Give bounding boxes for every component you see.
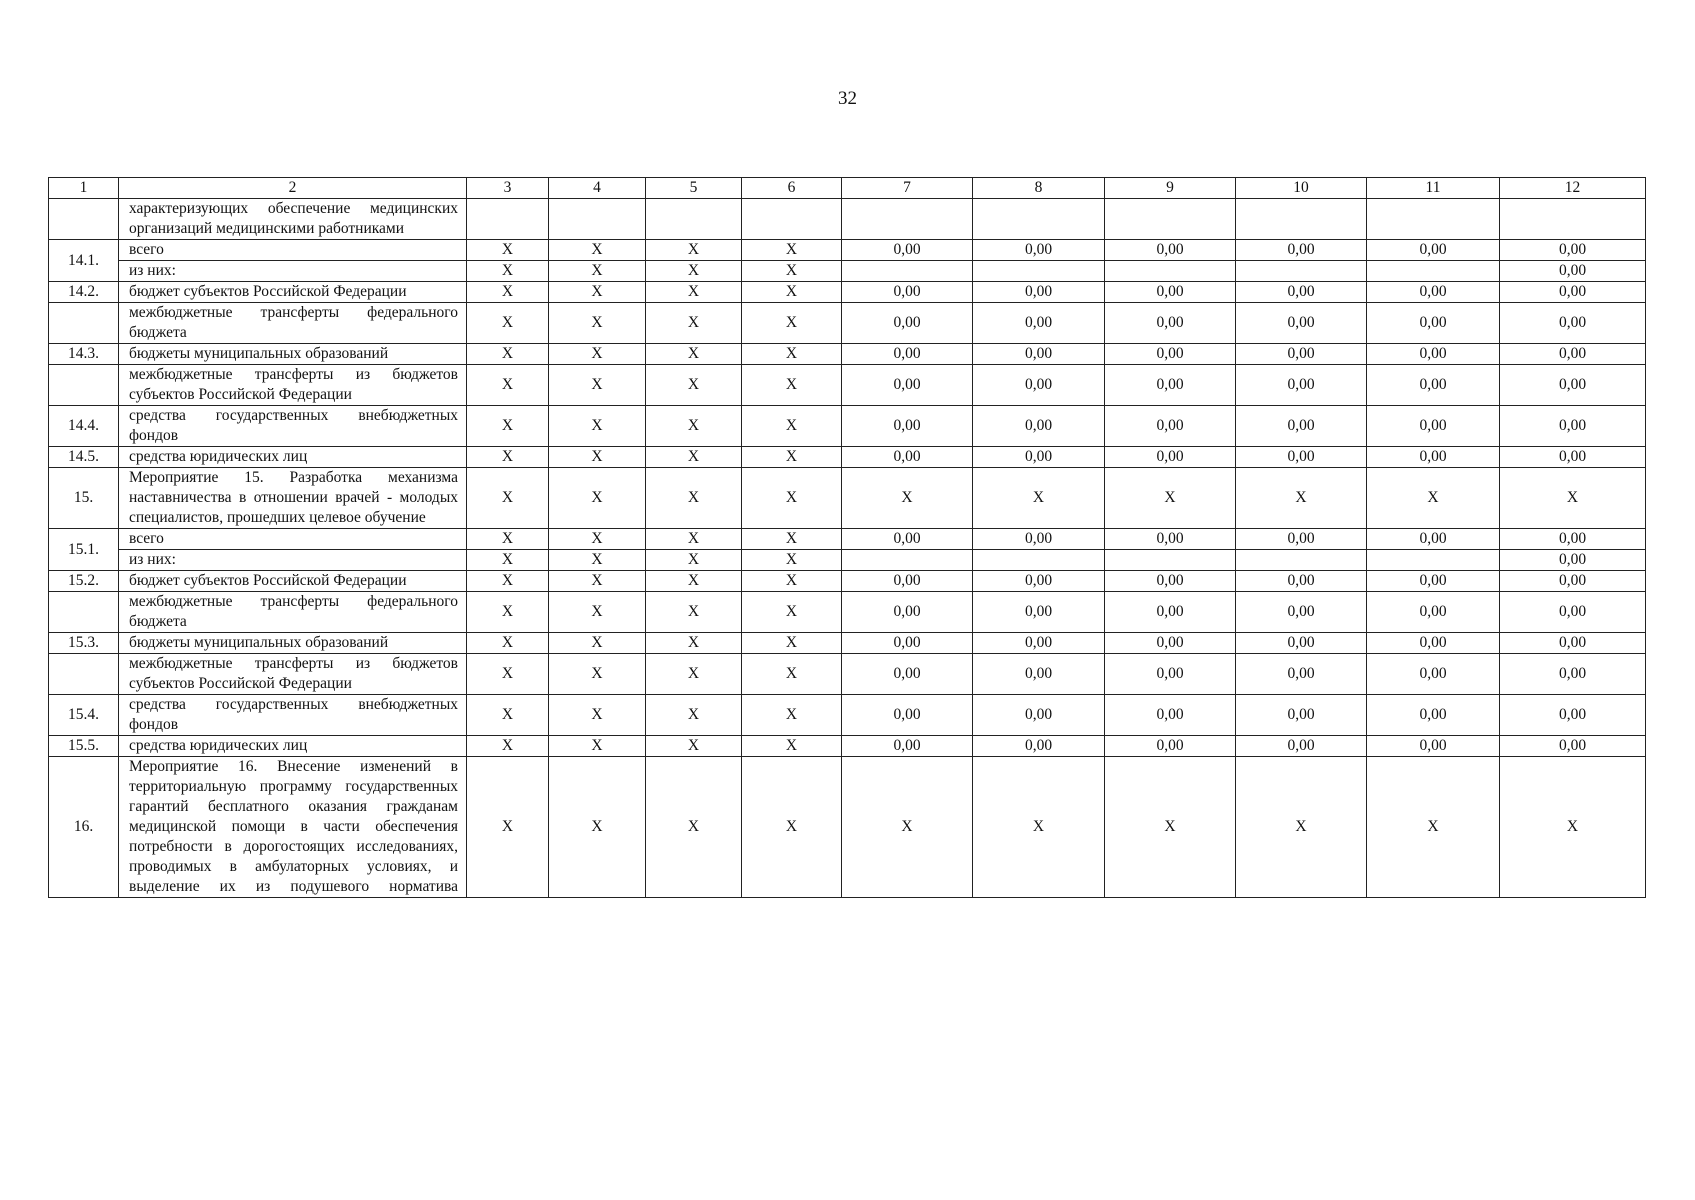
value-cell-col-3: X (467, 592, 549, 633)
value-cell-col-11: 0,00 (1367, 406, 1500, 447)
value-cell-col-5: X (646, 344, 742, 365)
value-cell-col-10 (1236, 199, 1367, 240)
row-label: бюджеты муниципальных образований (119, 633, 467, 654)
value-cell-col-10: 0,00 (1236, 592, 1367, 633)
value-cell-col-9: 0,00 (1105, 365, 1236, 406)
value-cell-col-12: X (1500, 468, 1646, 529)
value-cell-col-11: 0,00 (1367, 303, 1500, 344)
value-cell-col-8: 0,00 (973, 654, 1105, 695)
value-cell-col-10: X (1236, 757, 1367, 898)
table-row (49, 303, 1646, 344)
table-row (49, 468, 1646, 529)
value-cell-col-11: X (1367, 468, 1500, 529)
value-cell-col-8 (973, 199, 1105, 240)
value-cell-col-9: 0,00 (1105, 633, 1236, 654)
column-header-4: 4 (549, 178, 646, 199)
row-number (49, 303, 119, 344)
value-cell-col-10: 0,00 (1236, 633, 1367, 654)
row-label: средства юридических лиц (119, 447, 467, 468)
value-cell-col-11: X (1367, 757, 1500, 898)
value-cell-col-6: X (742, 447, 842, 468)
row-label: межбюджетные трансферты федерального бюджета (119, 592, 467, 633)
value-cell-col-12: 0,00 (1500, 240, 1646, 261)
row-label: из них: (119, 550, 467, 571)
table-row (49, 447, 1646, 468)
column-header-2: 2 (119, 178, 467, 199)
row-label: Мероприятие 16. Внесение изменений в территориальную программу государственных гарантий бесплатного оказания гражданам медицинской помощи в части обеспечения потребности в дорогостоящих исследованиях, проводимых в амбулаторных условиях, и выделение их из подушевого норматива (119, 757, 467, 898)
value-cell-col-6: X (742, 757, 842, 898)
value-cell-col-6: X (742, 736, 842, 757)
row-number: 15.5. (49, 736, 119, 757)
value-cell-col-8 (973, 550, 1105, 571)
value-cell-col-5: X (646, 240, 742, 261)
value-cell-col-5: X (646, 447, 742, 468)
value-cell-col-10: 0,00 (1236, 303, 1367, 344)
value-cell-col-7 (842, 199, 973, 240)
value-cell-col-9 (1105, 550, 1236, 571)
value-cell-col-4: X (549, 303, 646, 344)
row-number: 15.4. (49, 695, 119, 736)
column-header-7: 7 (842, 178, 973, 199)
value-cell-col-8: X (973, 468, 1105, 529)
value-cell-col-3: X (467, 406, 549, 447)
value-cell-col-8: 0,00 (973, 365, 1105, 406)
value-cell-col-12: 0,00 (1500, 261, 1646, 282)
value-cell-col-10 (1236, 261, 1367, 282)
value-cell-col-9: 0,00 (1105, 529, 1236, 550)
value-cell-col-5: X (646, 592, 742, 633)
table-row (49, 344, 1646, 365)
value-cell-col-6: X (742, 261, 842, 282)
value-cell-col-8: 0,00 (973, 303, 1105, 344)
value-cell-col-3 (467, 199, 549, 240)
value-cell-col-8: 0,00 (973, 592, 1105, 633)
value-cell-col-5: X (646, 654, 742, 695)
value-cell-col-5: X (646, 757, 742, 898)
value-cell-col-11: 0,00 (1367, 654, 1500, 695)
value-cell-col-7 (842, 550, 973, 571)
value-cell-col-9: X (1105, 468, 1236, 529)
value-cell-col-10: 0,00 (1236, 654, 1367, 695)
value-cell-col-4: X (549, 736, 646, 757)
value-cell-col-4: X (549, 529, 646, 550)
value-cell-col-3: X (467, 303, 549, 344)
row-number: 14.1. (49, 240, 119, 282)
value-cell-col-6: X (742, 550, 842, 571)
value-cell-col-9 (1105, 261, 1236, 282)
column-header-6: 6 (742, 178, 842, 199)
table-row (49, 736, 1646, 757)
value-cell-col-10: 0,00 (1236, 344, 1367, 365)
value-cell-col-3: X (467, 654, 549, 695)
value-cell-col-3: X (467, 447, 549, 468)
value-cell-col-5: X (646, 571, 742, 592)
value-cell-col-6: X (742, 654, 842, 695)
value-cell-col-8: 0,00 (973, 282, 1105, 303)
column-header-5: 5 (646, 178, 742, 199)
row-number: 15.1. (49, 529, 119, 571)
value-cell-col-5: X (646, 261, 742, 282)
value-cell-col-7: 0,00 (842, 571, 973, 592)
value-cell-col-11: 0,00 (1367, 365, 1500, 406)
value-cell-col-10 (1236, 550, 1367, 571)
value-cell-col-7 (842, 261, 973, 282)
table-row (49, 633, 1646, 654)
value-cell-col-8: 0,00 (973, 736, 1105, 757)
row-label: средства юридических лиц (119, 736, 467, 757)
value-cell-col-12: 0,00 (1500, 695, 1646, 736)
value-cell-col-12: 0,00 (1500, 592, 1646, 633)
value-cell-col-4: X (549, 365, 646, 406)
value-cell-col-5: X (646, 365, 742, 406)
value-cell-col-10: X (1236, 468, 1367, 529)
value-cell-col-3: X (467, 282, 549, 303)
value-cell-col-10: 0,00 (1236, 447, 1367, 468)
value-cell-col-4: X (549, 344, 646, 365)
table-row (49, 757, 1646, 898)
value-cell-col-11: 0,00 (1367, 633, 1500, 654)
value-cell-col-7: 0,00 (842, 303, 973, 344)
value-cell-col-11: 0,00 (1367, 571, 1500, 592)
row-number: 16. (49, 757, 119, 898)
table-row (49, 261, 1646, 282)
value-cell-col-5: X (646, 303, 742, 344)
row-number (49, 365, 119, 406)
value-cell-col-3: X (467, 468, 549, 529)
value-cell-col-6: X (742, 365, 842, 406)
value-cell-col-10: 0,00 (1236, 406, 1367, 447)
value-cell-col-7: 0,00 (842, 447, 973, 468)
row-number: 14.3. (49, 344, 119, 365)
row-label: из них: (119, 261, 467, 282)
value-cell-col-12: 0,00 (1500, 365, 1646, 406)
value-cell-col-12: 0,00 (1500, 633, 1646, 654)
row-number: 14.2. (49, 282, 119, 303)
value-cell-col-5: X (646, 695, 742, 736)
value-cell-col-3: X (467, 695, 549, 736)
value-cell-col-5: X (646, 633, 742, 654)
funding-table (48, 177, 1646, 898)
value-cell-col-11: 0,00 (1367, 529, 1500, 550)
table-row (49, 529, 1646, 550)
value-cell-col-7: 0,00 (842, 344, 973, 365)
row-number (49, 592, 119, 633)
value-cell-col-7: 0,00 (842, 633, 973, 654)
value-cell-col-6: X (742, 468, 842, 529)
value-cell-col-12: 0,00 (1500, 344, 1646, 365)
row-number: 14.4. (49, 406, 119, 447)
value-cell-col-12: 0,00 (1500, 736, 1646, 757)
value-cell-col-7: 0,00 (842, 406, 973, 447)
column-header-9: 9 (1105, 178, 1236, 199)
row-label: бюджеты муниципальных образований (119, 344, 467, 365)
value-cell-col-6: X (742, 344, 842, 365)
table-row (49, 406, 1646, 447)
value-cell-col-4: X (549, 550, 646, 571)
row-number: 15.2. (49, 571, 119, 592)
value-cell-col-8: 0,00 (973, 447, 1105, 468)
value-cell-col-9: 0,00 (1105, 654, 1236, 695)
table-row (49, 365, 1646, 406)
value-cell-col-12 (1500, 199, 1646, 240)
value-cell-col-9: 0,00 (1105, 282, 1236, 303)
value-cell-col-4: X (549, 654, 646, 695)
table-row (49, 695, 1646, 736)
value-cell-col-9: 0,00 (1105, 344, 1236, 365)
value-cell-col-8: X (973, 757, 1105, 898)
value-cell-col-7: 0,00 (842, 529, 973, 550)
value-cell-col-9: 0,00 (1105, 592, 1236, 633)
value-cell-col-5: X (646, 550, 742, 571)
value-cell-col-6: X (742, 633, 842, 654)
value-cell-col-9: 0,00 (1105, 736, 1236, 757)
value-cell-col-11: 0,00 (1367, 695, 1500, 736)
page-number: 32 (838, 88, 857, 109)
value-cell-col-4: X (549, 571, 646, 592)
value-cell-col-4: X (549, 592, 646, 633)
value-cell-col-9: 0,00 (1105, 447, 1236, 468)
value-cell-col-4 (549, 199, 646, 240)
value-cell-col-4: X (549, 282, 646, 303)
column-header-1: 1 (49, 178, 119, 199)
value-cell-col-3: X (467, 633, 549, 654)
value-cell-col-3: X (467, 261, 549, 282)
table-row (49, 654, 1646, 695)
value-cell-col-6: X (742, 592, 842, 633)
value-cell-col-6: X (742, 695, 842, 736)
value-cell-col-3: X (467, 529, 549, 550)
value-cell-col-6: X (742, 240, 842, 261)
row-label: Мероприятие 15. Разработка механизма наставничества в отношении врачей - молодых специалистов, прошедших целевое обучение (119, 468, 467, 529)
value-cell-col-5 (646, 199, 742, 240)
value-cell-col-4: X (549, 695, 646, 736)
value-cell-col-10: 0,00 (1236, 365, 1367, 406)
value-cell-col-7: X (842, 468, 973, 529)
value-cell-col-9: X (1105, 757, 1236, 898)
value-cell-col-5: X (646, 406, 742, 447)
value-cell-col-4: X (549, 240, 646, 261)
table-row (49, 571, 1646, 592)
value-cell-col-10: 0,00 (1236, 695, 1367, 736)
value-cell-col-4: X (549, 633, 646, 654)
row-label: межбюджетные трансферты из бюджетов субъектов Российской Федерации (119, 365, 467, 406)
value-cell-col-8 (973, 261, 1105, 282)
value-cell-col-11: 0,00 (1367, 736, 1500, 757)
value-cell-col-7: 0,00 (842, 654, 973, 695)
value-cell-col-7: 0,00 (842, 736, 973, 757)
row-label: межбюджетные трансферты из бюджетов субъектов Российской Федерации (119, 654, 467, 695)
row-label: характеризующих обеспечение медицинских организаций медицинскими работниками (119, 199, 467, 240)
value-cell-col-4: X (549, 757, 646, 898)
value-cell-col-8: 0,00 (973, 344, 1105, 365)
row-number: 15. (49, 468, 119, 529)
value-cell-col-4: X (549, 261, 646, 282)
table-row (49, 199, 1646, 240)
row-number (49, 654, 119, 695)
value-cell-col-11: 0,00 (1367, 592, 1500, 633)
value-cell-col-9 (1105, 199, 1236, 240)
row-number (49, 199, 119, 240)
value-cell-col-3: X (467, 736, 549, 757)
table-row (49, 282, 1646, 303)
row-number: 14.5. (49, 447, 119, 468)
column-header-12: 12 (1500, 178, 1646, 199)
value-cell-col-12: 0,00 (1500, 406, 1646, 447)
value-cell-col-11: 0,00 (1367, 240, 1500, 261)
column-header-10: 10 (1236, 178, 1367, 199)
value-cell-col-7: 0,00 (842, 695, 973, 736)
value-cell-col-6: X (742, 571, 842, 592)
value-cell-col-6 (742, 199, 842, 240)
value-cell-col-4: X (549, 468, 646, 529)
value-cell-col-11 (1367, 261, 1500, 282)
value-cell-col-5: X (646, 736, 742, 757)
value-cell-col-3: X (467, 240, 549, 261)
value-cell-col-11 (1367, 199, 1500, 240)
value-cell-col-8: 0,00 (973, 695, 1105, 736)
value-cell-col-11: 0,00 (1367, 447, 1500, 468)
value-cell-col-8: 0,00 (973, 240, 1105, 261)
value-cell-col-9: 0,00 (1105, 571, 1236, 592)
value-cell-col-7: 0,00 (842, 592, 973, 633)
value-cell-col-8: 0,00 (973, 571, 1105, 592)
value-cell-col-3: X (467, 365, 549, 406)
value-cell-col-3: X (467, 571, 549, 592)
row-label: средства государственных внебюджетных фондов (119, 695, 467, 736)
value-cell-col-10: 0,00 (1236, 736, 1367, 757)
row-label: всего (119, 240, 467, 261)
value-cell-col-10: 0,00 (1236, 240, 1367, 261)
value-cell-col-6: X (742, 406, 842, 447)
column-header-11: 11 (1367, 178, 1500, 199)
value-cell-col-12: 0,00 (1500, 447, 1646, 468)
column-header-8: 8 (973, 178, 1105, 199)
value-cell-col-7: X (842, 757, 973, 898)
value-cell-col-8: 0,00 (973, 633, 1105, 654)
column-header-3: 3 (467, 178, 549, 199)
value-cell-col-10: 0,00 (1236, 529, 1367, 550)
value-cell-col-8: 0,00 (973, 406, 1105, 447)
value-cell-col-10: 0,00 (1236, 571, 1367, 592)
value-cell-col-6: X (742, 303, 842, 344)
value-cell-col-7: 0,00 (842, 240, 973, 261)
value-cell-col-12: 0,00 (1500, 529, 1646, 550)
value-cell-col-4: X (549, 406, 646, 447)
value-cell-col-9: 0,00 (1105, 406, 1236, 447)
table-body (49, 199, 1646, 898)
value-cell-col-4: X (549, 447, 646, 468)
value-cell-col-7: 0,00 (842, 365, 973, 406)
value-cell-col-5: X (646, 282, 742, 303)
row-label: межбюджетные трансферты федерального бюджета (119, 303, 467, 344)
row-label: всего (119, 529, 467, 550)
value-cell-col-12: 0,00 (1500, 550, 1646, 571)
value-cell-col-12: 0,00 (1500, 282, 1646, 303)
table-row (49, 240, 1646, 261)
value-cell-col-10: 0,00 (1236, 282, 1367, 303)
table-row (49, 550, 1646, 571)
value-cell-col-12: X (1500, 757, 1646, 898)
value-cell-col-8: 0,00 (973, 529, 1105, 550)
value-cell-col-11 (1367, 550, 1500, 571)
value-cell-col-5: X (646, 529, 742, 550)
value-cell-col-12: 0,00 (1500, 571, 1646, 592)
value-cell-col-6: X (742, 282, 842, 303)
value-cell-col-7: 0,00 (842, 282, 973, 303)
value-cell-col-9: 0,00 (1105, 695, 1236, 736)
column-number-header (49, 178, 1646, 199)
value-cell-col-12: 0,00 (1500, 303, 1646, 344)
value-cell-col-3: X (467, 757, 549, 898)
value-cell-col-12: 0,00 (1500, 654, 1646, 695)
value-cell-col-6: X (742, 529, 842, 550)
row-label: бюджет субъектов Российской Федерации (119, 282, 467, 303)
value-cell-col-3: X (467, 550, 549, 571)
value-cell-col-11: 0,00 (1367, 282, 1500, 303)
row-label: средства государственных внебюджетных фондов (119, 406, 467, 447)
value-cell-col-9: 0,00 (1105, 303, 1236, 344)
row-label: бюджет субъектов Российской Федерации (119, 571, 467, 592)
value-cell-col-11: 0,00 (1367, 344, 1500, 365)
value-cell-col-5: X (646, 468, 742, 529)
value-cell-col-3: X (467, 344, 549, 365)
value-cell-col-9: 0,00 (1105, 240, 1236, 261)
table-row (49, 592, 1646, 633)
row-number: 15.3. (49, 633, 119, 654)
